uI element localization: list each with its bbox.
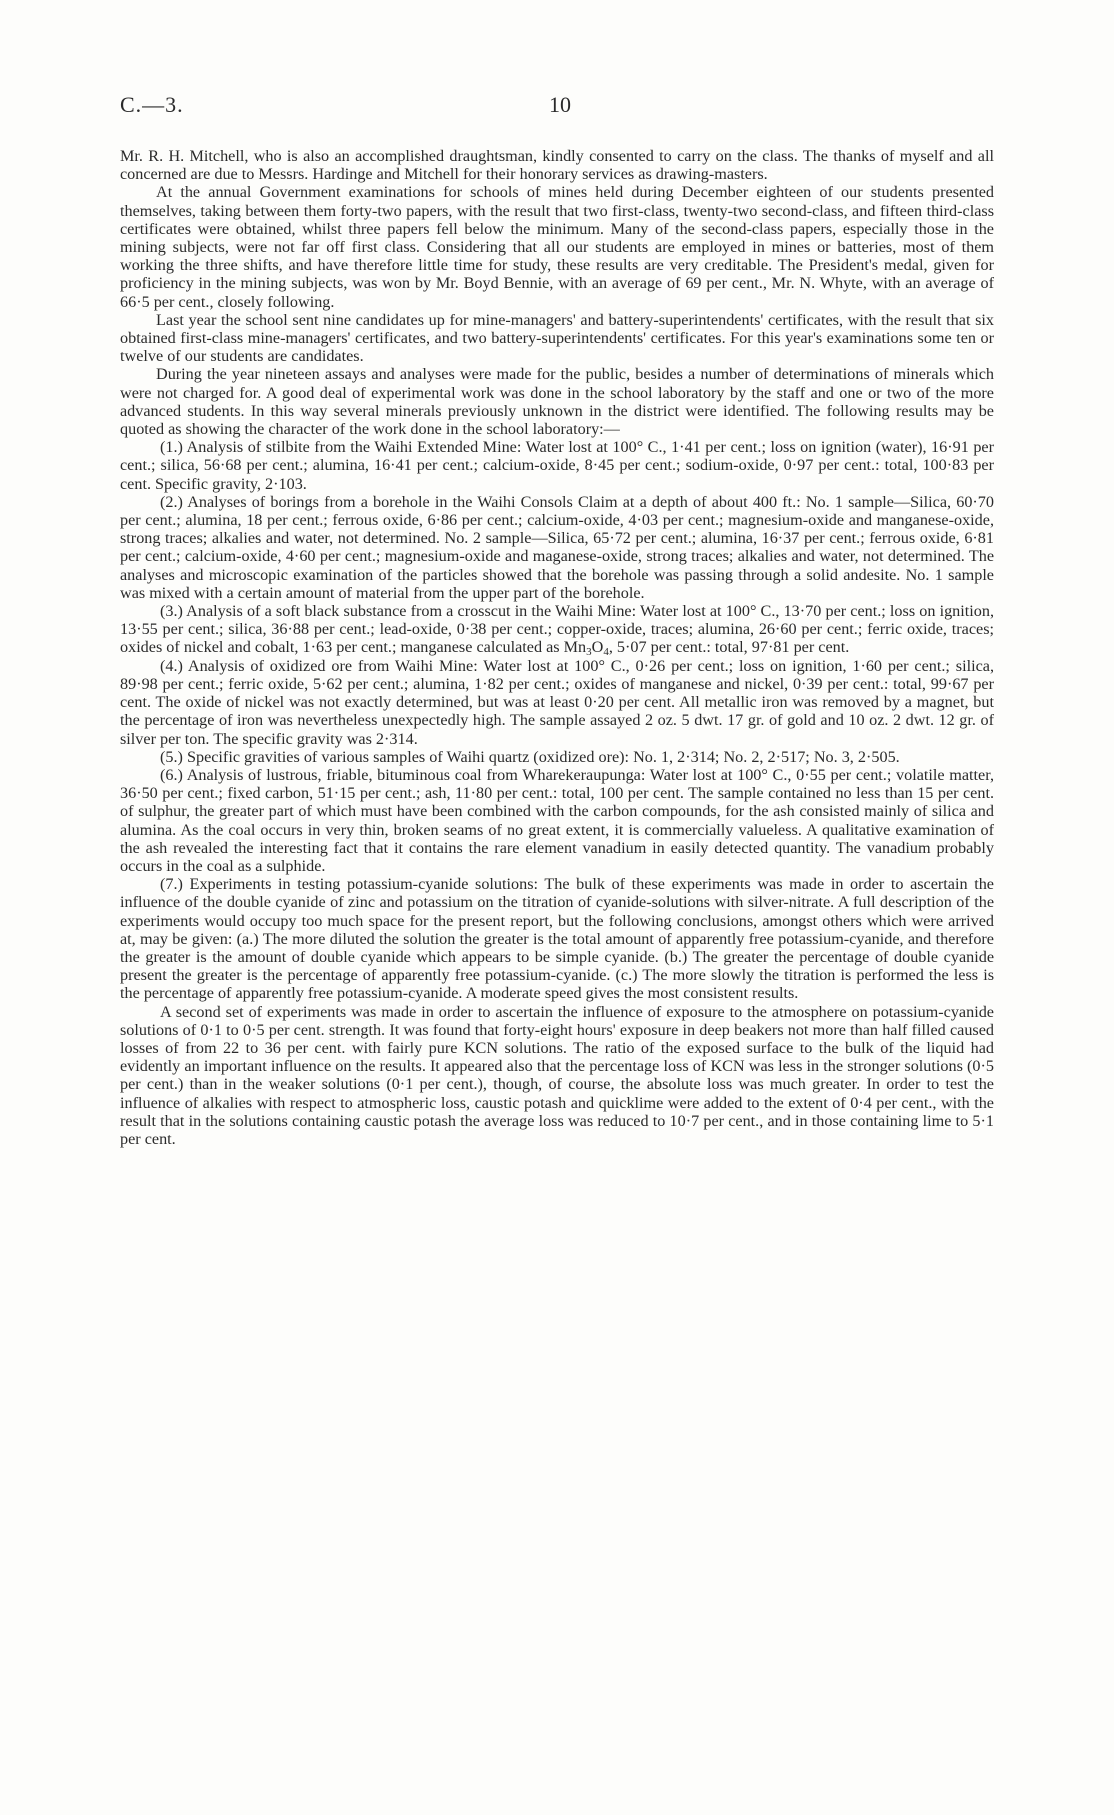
- paragraph-certificates: Last year the school sent nine candidates up for mine-managers' and battery-superintendents' certificates, with the result that six obtained first-class mine-managers' certificates, and two battery-superintendents' certificates. For this year's examinations some ten or twelve of our students are candidates.: [120, 310, 994, 366]
- paragraph-coal-analysis: (6.) Analysis of lustrous, friable, bituminous coal from Wharekeraupunga: Water lost at 100° C., 0·55 per cent.; volatile matter, 36·50 per cent.; fixed carbon, 51·15 per cent.; ash, 11·80 per cent.: total, 100 per cent. The sample contained no less than 15 per cent. of sulphur, the greater part of which must have been combined with the carbon compounds, for the ash consisted mainly of silica and alumina. As the coal occurs in very thin, broken seams of no great extent, it is commercially valueless. A qualitative examination of the ash revealed the interesting fact that it contains the rare element vanadium in easily detected quantity. The vanadium probably occurs in the coal as a sulphide.: [120, 765, 994, 875]
- paragraph-stilbite-analysis: (1.) Analysis of stilbite from the Waihi Extended Mine: Water lost at 100° C., 1·41 per cent.; loss on ignition (water), 16·91 per cent.; silica, 56·68 per cent.; alumina, 16·41 per cent.; calcium-oxide, 8·45 per cent.; sodium-oxide, 0·97 per cent.: total, 100·83 per cent. Specific gravity, 2·103.: [120, 438, 994, 493]
- text-segment: O: [591, 638, 604, 657]
- paragraph-drawing-class: Mr. R. H. Mitchell, who is also an accomplished draughtsman, kindly consented to carry on the class. The thanks of myself and all concerned are due to Messrs. Hardinge and Mitchell for their honorary services as drawing-masters.: [120, 147, 994, 184]
- paragraph-specific-gravities: (5.) Specific gravities of various samples of Waihi quartz (oxidized ore): No. 1, 2·314; No. 2, 2·517; No. 3, 2·505.: [160, 747, 900, 766]
- paragraph-exposure-experiments: A second set of experiments was made in order to ascertain the influence of exposure to the atmosphere on potassium-cyanide solutions of 0·1 to 0·5 per cent. strength. It was found that forty-eight hours' exposure in deep beakers not more than half filled caused losses of from 22 to 36 per cent. with fairly pure KCN solutions. The ratio of the exposed surface to the bulk of the liquid had evidently an important influence on the results. It appeared also that the percentage loss of KCN was less in the stronger solutions (0·5 per cent.) than in the weaker solutions (0·1 per cent.), though, of course, the absolute loss was much greater. In order to test the influence of alkalies with respect to atmospheric loss, caustic potash and quicklime were added to the extent of 0·4 per cent., with the result that in the solutions containing caustic potash the average loss was reduced to 10·7 per cent., and in those containing lime to 5·1 per cent.: [120, 1002, 994, 1148]
- paragraph-cyanide-experiments: (7.) Experiments in testing potassium-cyanide solutions: The bulk of these experiments was made in order to ascertain the influence of the double cyanide of zinc and potassium on the titration of cyanide-solutions with silver-nitrate. A full description of the experiments would occupy too much space for the present report, but the following conclusions, amongst others which were arrived at, may be given: (a.) The more diluted the solution the greater is the total amount of apparently free potassium-cyanide, and therefore the greater is the amount of double cyanide which appears to be simple cyanide. (b.) The greater the percentage of double cyanide present the greater is the percentage of apparently free potassium-cyanide. (c.) The more slowly the titration is performed the less is the percentage of apparently free potassium-cyanide. A moderate speed gives the most consistent results.: [120, 875, 994, 1003]
- paragraph-examinations: At the annual Government examinations for schools of mines held during December eighteen of our students presented themselves, taking between them forty-two papers, with the result that two first-class, twenty-two second-class, and fifteen third-class certificates were obtained, whilst three papers fell below the minimum. Many of the second-class papers, especially those in the mining subjects, were not far off first class. Considering that all our students are employed in mines or batteries, most of them working the three shifts, and have therefore little time for study, these results are very creditable. The President's medal, given for proficiency in the mining subjects, was won by Mr. Boyd Bennie, with an average of 69 per cent., Mr. N. Whyte, with an average of 66·5 per cent., closely following.: [120, 183, 994, 311]
- text-segment: (3.) Analysis of a soft black substance from a crosscut in the Waihi Mine: Water lost at 100° C., 13·70 per cent.; loss on ignition, 13·55 per cent.; silica, 36·88 per cent.; lead-oxide, 0·38 per cent.; copper-oxide, traces; alumina, 26·60 per cent.; ferric oxide, traces; oxides of nickel and cobalt, 1·63 per cent.; manganese calculated as Mn: [120, 602, 994, 657]
- document-reference: C.—3.: [120, 92, 184, 117]
- paragraph-black-substance-analysis: [120, 602, 994, 657]
- text-segment: , 5·07 per cent.: total, 97·81 per cent.: [608, 638, 850, 657]
- page-number: 10: [549, 92, 571, 117]
- subscript: 4: [603, 646, 609, 659]
- page-header: [120, 92, 994, 122]
- subscript: 3: [586, 646, 592, 659]
- paragraph-oxidized-ore-analysis: (4.) Analysis of oxidized ore from Waihi Mine: Water lost at 100° C., 0·26 per cent.; loss on ignition, 1·60 per cent.; silica, 89·98 per cent.; ferric oxide, 5·62 per cent.; alumina, 1·82 per cent.; oxides of manganese and nickel, 0·39 per cent.: total, 99·67 per cent. The oxide of nickel was not exactly determined, but was at least 0·20 per cent. All metallic iron was removed by a magnet, but the percentage of iron was nevertheless unexpectedly high. The sample assayed 2 oz. 5 dwt. 17 gr. of gold and 10 oz. 2 dwt. 12 gr. of silver per ton. The specific gravity was 2·314.: [120, 656, 994, 748]
- paragraph-assays: During the year nineteen assays and analyses were made for the public, besides a number of determinations of minerals which were not charged for. A good deal of experimental work was done in the school laboratory by the staff and one or two of the more advanced students. In this way several minerals previously unknown in the district were identified. The following results may be quoted as showing the character of the work done in the school laboratory:—: [120, 365, 994, 439]
- paragraph-borehole-analysis: (2.) Analyses of borings from a borehole in the Waihi Consols Claim at a depth of about 400 ft.: No. 1 sample—Silica, 60·70 per cent.; alumina, 18 per cent.; ferrous oxide, 6·86 per cent.; calcium-oxide, 4·03 per cent.; magnesium-oxide and manganese-oxide, strong traces; alkalies and water, not determined. No. 2 sample—Silica, 65·72 per cent.; alumina, 16·37 per cent.; ferrous oxide, 6·81 per cent.; calcium-oxide, 4·60 per cent.; magnesium-oxide and maganese-oxide, strong traces; alkalies and water, not determined. The analyses and microscopic examination of the particles showed that the borehole was passing through a solid andesite. No. 1 sample was mixed with a certain amount of material from the upper part of the borehole.: [120, 492, 994, 602]
- report-body: [120, 147, 994, 1148]
